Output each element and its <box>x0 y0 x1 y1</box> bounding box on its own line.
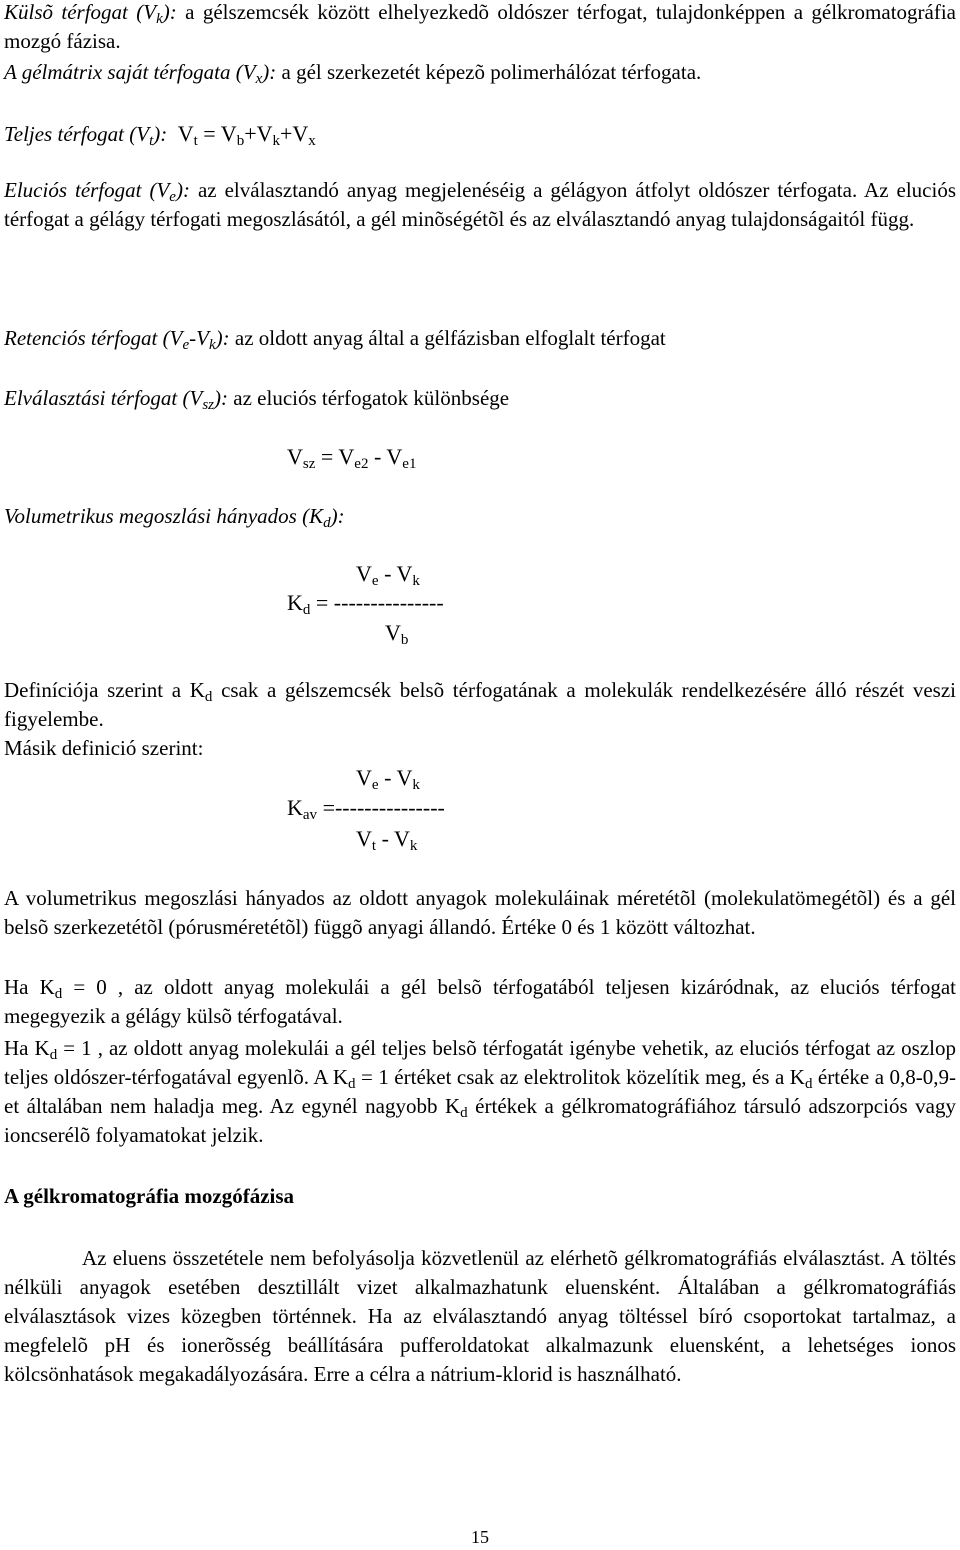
page-number: 15 <box>471 1527 489 1547</box>
term: Volumetrikus megoszlási hányados $(K_d)$: <box>4 504 345 531</box>
kav-numerator: $V_e - V_k$ <box>356 765 420 793</box>
kd-fraction-line: $K_d$ = --------------- <box>287 590 444 618</box>
definition-text: az eluciós térfogatok különbsége <box>228 386 510 410</box>
paragraph-retention-volume <box>4 324 956 353</box>
kd-numerator: $V_e - V_k$ <box>356 561 420 589</box>
definition-text: a gél szerkezetét képezõ polimerhálózat térfogata. <box>276 60 702 84</box>
definition-text: a gélszemcsék között elhelyezkedõ oldószer térfogat, tulajdonképpen a gélkromatográfia mozgó fázisa. <box>4 0 956 53</box>
kav-fraction-line: $K_{av}$ =--------------- <box>287 795 445 823</box>
paragraph-separation-volume <box>4 384 956 413</box>
equation-vt: $V_t = V_b+V_k+V_x$ <box>177 121 316 149</box>
term: Eluciós térfogat $(V_e)$: <box>4 178 190 205</box>
paragraph-volumetric-description: A volumetrikus megoszlási hányados az oldott anyagok molekuláinak méretétõl (molekulatömegétõl) és a gél belsõ szerkezetétõl (pórusméretétõl) függõ anyagi állandó. Értéke 0 és 1 között változhat. <box>4 886 956 939</box>
paragraph-external-volume <box>4 0 956 56</box>
paragraph-definition: Definíciója szerint a $K_d$ csak a gélszemcsék belsõ térfogatának a molekulák rendelkezésére álló részét veszi figyelembe. <box>4 678 956 731</box>
definition-text: az elválasztandó anyag megjelenéséig a gélágyon átfolyt oldószer térfogata. Az eluciós térfogat a gélágy térfogati megoszlásától, a gél minõségétõl és az elválasztandó anyag tulajdonságaitól függ. <box>4 178 956 231</box>
term: Elválasztási térfogat $(V_{sz})$: <box>4 386 229 413</box>
section-title: A gélkromatográfia mozgófázisa <box>4 1184 295 1208</box>
kd-denominator: $V_b$ <box>385 620 409 648</box>
paragraph-matrix-volume <box>4 58 956 87</box>
paragraph-kd-zero: Ha $K_d = 0$ , az oldott anyag molekulái a gél belsõ térfogatából teljesen kizáródnak, az eluciós térfogat megegyezik a gélágy külsõ térfogatával. <box>4 975 956 1028</box>
paragraph-total-volume <box>4 119 956 149</box>
paragraph-elution-volume <box>4 176 956 234</box>
paragraph-mobile-phase: Az eluens összetétele nem befolyásolja közvetlenül az elérhetõ gélkromatográfiás elválasztást. A töltés nélküli anyagok esetében desztillált vizet alkalmazhatunk eluensként. Általában a gélkromatográfiás elválasztások vizes közegben történnek. Ha az elválasztandó anyag töltéssel bíró csoportokat tartalmaz, a megfelelõ pH és ionerõsség beállítására pufferoldatokat alkalmazunk eluensként, a lehetséges ionos kölcsönhatások megakadályozására. Erre a célra a nátrium-klorid is használható. <box>4 1246 956 1386</box>
paragraph-other-definition: Másik definició szerint: <box>4 736 204 760</box>
paragraph-kd-label <box>4 502 956 531</box>
term: Külsõ térfogat $(V_k)$: <box>4 0 177 27</box>
term: Retenciós térfogat $(V_e-V_k)$: <box>4 326 230 353</box>
definition-text: az oldott anyag által a gélfázisban elfoglalt térfogat <box>229 326 666 350</box>
paragraph-kd-one: Ha $K_d = 1$ , az oldott anyag molekulái a gél teljes belsõ térfogatát igénybe vehetik, az eluciós térfogat az oszlop teljes oldószer-térfogatával egyenlõ. A $K_d = 1$ értéket csak az elektrolitok közelítik meg, és a $K_d$ értéke a 0,8-0,9-et általában nem haladja meg. Az egynél nagyobb $K_d$ értékek a gélkromatográfiához társuló adszorpciós vagy ioncserélõ folyamatokat jelzik. <box>4 1036 956 1147</box>
term: A gélmátrix saját térfogata $(V_x)$: <box>4 60 277 87</box>
term: Teljes térfogat $(V_t)$: <box>4 122 168 149</box>
kav-denominator: $V_t - V_k$ <box>356 826 418 854</box>
equation-vsz: $V_{sz} = V_{e2} - V_{e1}$ <box>287 444 417 472</box>
